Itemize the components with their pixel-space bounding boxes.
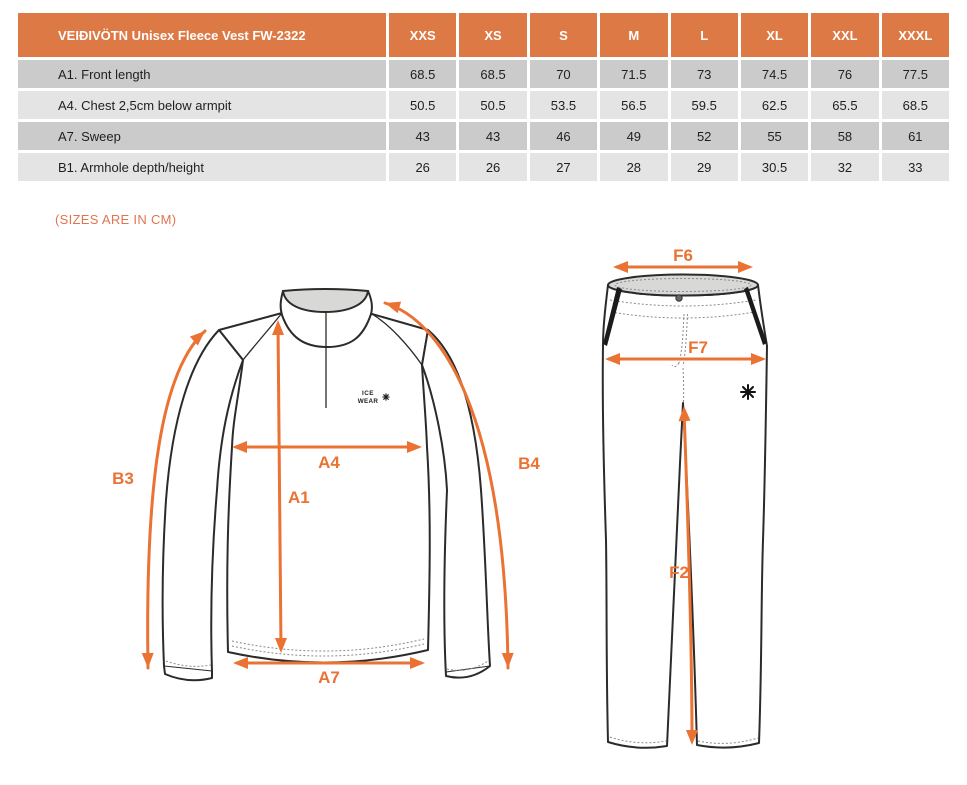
value-cell: 26 [389, 153, 456, 181]
size-header-xxs: XXS [389, 13, 456, 57]
pants-diagram [580, 240, 800, 760]
value-cell: 68.5 [882, 91, 949, 119]
fleece-logo-snowflake-icon [383, 394, 389, 400]
value-cell: 33 [882, 153, 949, 181]
value-cell: 74.5 [741, 60, 808, 88]
fleece-logo-wear: WEAR [357, 398, 379, 405]
size-header-xxl: XXL [811, 13, 878, 57]
value-cell: 29 [671, 153, 738, 181]
value-cell: 68.5 [459, 60, 526, 88]
value-cell: 50.5 [389, 91, 456, 119]
size-header-xl: XL [741, 13, 808, 57]
value-cell: 59.5 [671, 91, 738, 119]
value-cell: 43 [459, 122, 526, 150]
fleece-right-sleeve [422, 330, 490, 678]
row-label-cell: B1. Armhole depth/height [18, 153, 386, 181]
value-cell: 73 [671, 60, 738, 88]
value-cell: 62.5 [741, 91, 808, 119]
value-cell: 49 [600, 122, 667, 150]
fleece-diagram [100, 250, 560, 710]
fleece-logo-ice: ICE [362, 390, 374, 397]
label-a1: A1 [288, 488, 310, 507]
pants-snowflake-icon [741, 385, 755, 399]
row-label-cell: A1. Front length [18, 60, 386, 88]
value-cell: 58 [811, 122, 878, 150]
label-b4: B4 [518, 454, 540, 473]
value-cell: 61 [882, 122, 949, 150]
fleece-torso [219, 313, 430, 663]
value-cell: 27 [530, 153, 597, 181]
value-cell: 65.5 [811, 91, 878, 119]
value-cell: 77.5 [882, 60, 949, 88]
value-cell: 70 [530, 60, 597, 88]
value-cell: 53.5 [530, 91, 597, 119]
arrowhead [738, 261, 753, 273]
value-cell: 52 [671, 122, 738, 150]
label-f6: F6 [673, 246, 693, 265]
value-cell: 28 [600, 153, 667, 181]
arrowhead [233, 657, 248, 669]
table-row [18, 122, 949, 150]
pants-waist-opening [608, 275, 758, 296]
value-cell: 32 [811, 153, 878, 181]
label-b3: B3 [112, 469, 134, 488]
value-cell: 26 [459, 153, 526, 181]
label-f7: F7 [688, 338, 708, 357]
size-table [15, 10, 952, 184]
size-header-s: S [530, 13, 597, 57]
value-cell: 56.5 [600, 91, 667, 119]
value-cell: 43 [389, 122, 456, 150]
arrowhead [613, 261, 628, 273]
size-header-xxxl: XXXL [882, 13, 949, 57]
value-cell: 55 [741, 122, 808, 150]
row-label-cell: A4. Chest 2,5cm below armpit [18, 91, 386, 119]
value-cell: 76 [811, 60, 878, 88]
value-cell: 46 [530, 122, 597, 150]
value-cell: 71.5 [600, 60, 667, 88]
arrowhead [502, 653, 514, 668]
label-a4: A4 [318, 453, 340, 472]
size-header-m: M [600, 13, 667, 57]
label-f2: F2 [669, 563, 689, 582]
value-cell: 68.5 [389, 60, 456, 88]
row-label-cell: A7. Sweep [18, 122, 386, 150]
size-header-l: L [671, 13, 738, 57]
table-title: VEIÐIVÖTN Unisex Fleece Vest FW-2322 [18, 13, 386, 57]
table-row [18, 91, 949, 119]
arrowhead [410, 657, 425, 669]
size-header-xs: XS [459, 13, 526, 57]
arrowhead [142, 653, 154, 668]
table-row [18, 153, 949, 181]
units-note: (SIZES ARE IN CM) [55, 212, 177, 227]
value-cell: 30.5 [741, 153, 808, 181]
table-row [18, 60, 949, 88]
arrowhead [383, 297, 401, 313]
pants-button [676, 295, 682, 301]
label-a7: A7 [318, 668, 340, 687]
value-cell: 50.5 [459, 91, 526, 119]
